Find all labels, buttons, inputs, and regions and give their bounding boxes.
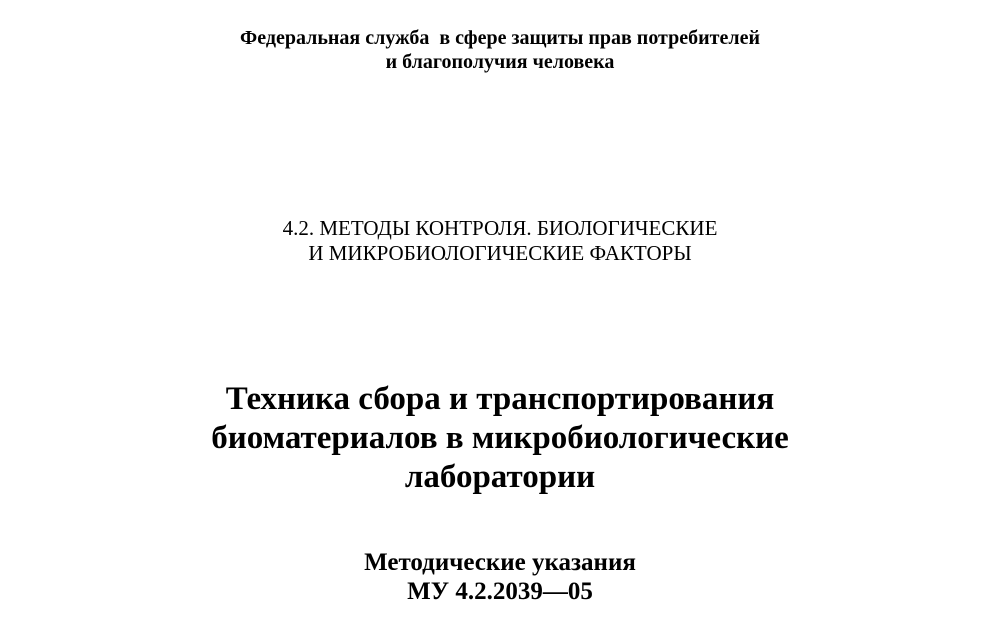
document-title [0,380,1000,497]
section-line-2: И МИКРОБИОЛОГИЧЕСКИЕ ФАКТОРЫ [308,241,692,265]
title-line-1: Техника сбора и транспортирования [225,381,775,417]
agency-header [0,26,1000,74]
title-line-2: биоматериалов в микробиологические [211,420,789,456]
document-type-block [0,548,1000,606]
document-type: Методические указания [364,549,636,576]
title-line-3: лаборатории [404,459,596,495]
agency-line-2: и благополучия человека [385,51,615,73]
agency-line-1: Федеральная служба в сфере защиты прав потребителей [240,27,760,49]
document-code: МУ 4.2.2039—05 [407,578,593,605]
section-heading [0,216,1000,266]
section-line-1: 4.2. МЕТОДЫ КОНТРОЛЯ. БИОЛОГИЧЕСКИЕ [282,216,718,240]
